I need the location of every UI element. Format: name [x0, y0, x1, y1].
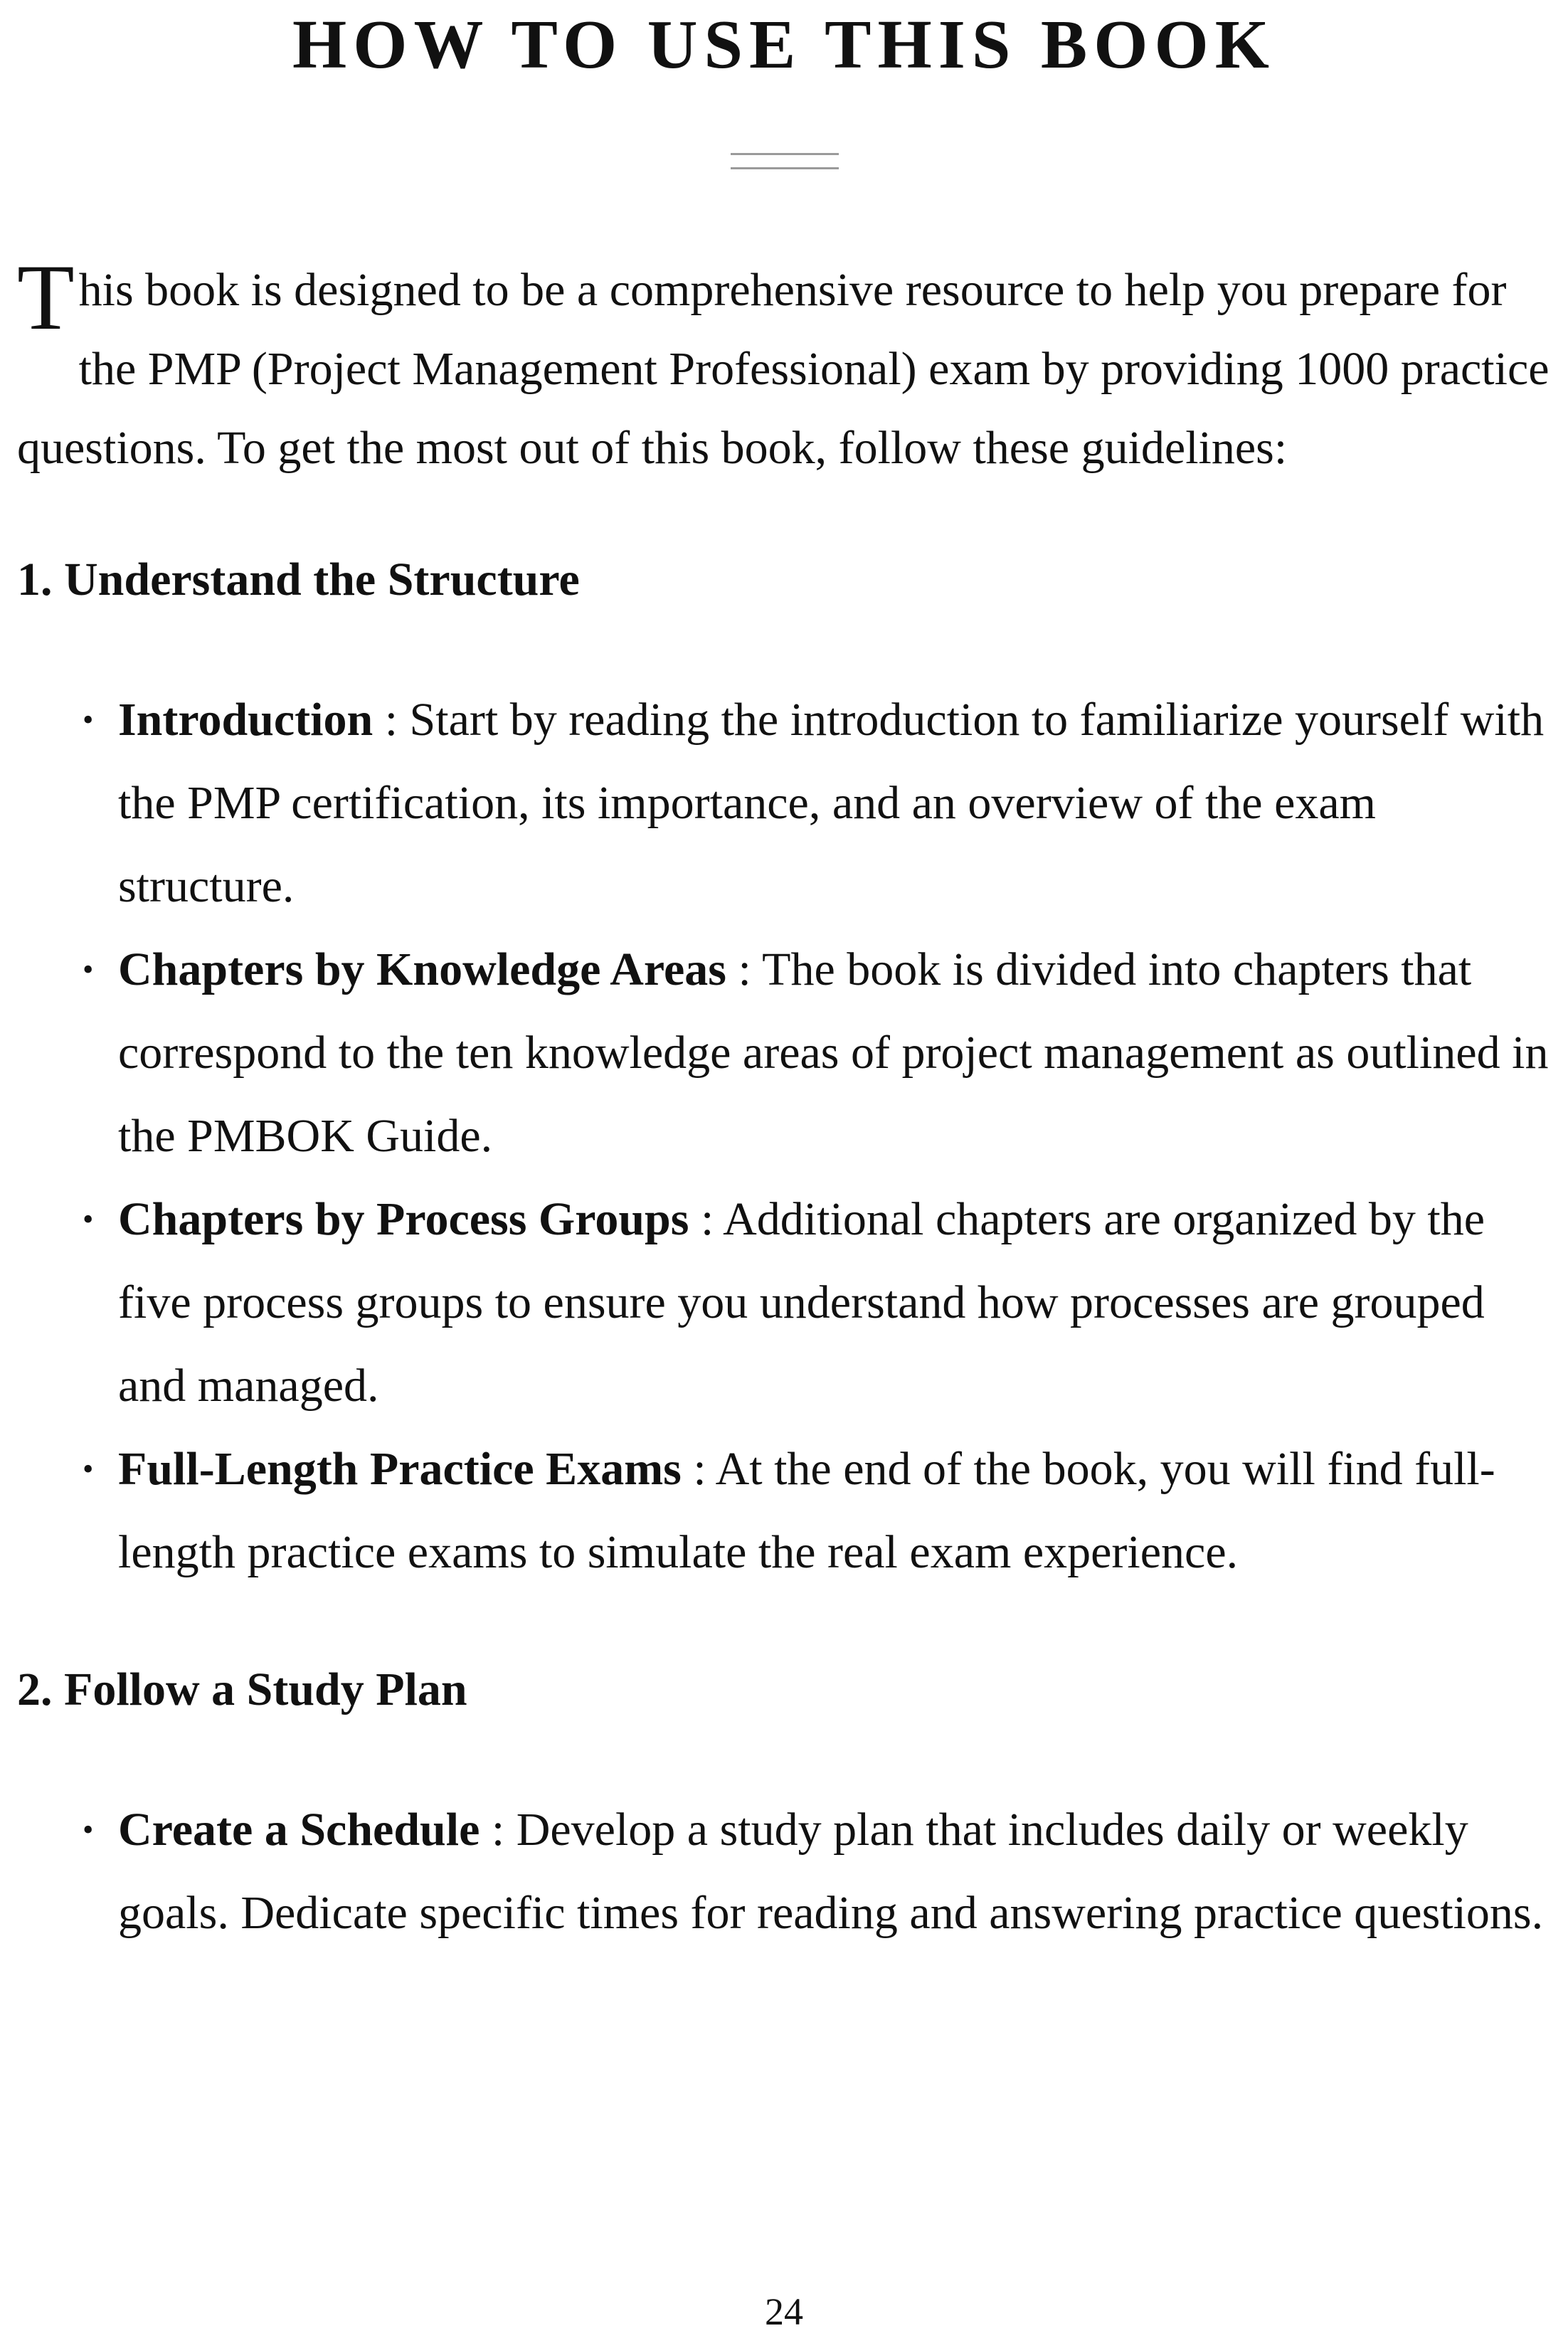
page-title: HOW TO USE THIS BOOK	[292, 6, 1276, 83]
divider-line-top	[731, 153, 839, 155]
list-item-text: : Develop a study plan that includes daily or weekly goals. Dedicate specific times for reading and answering practice questions.	[118, 1804, 1544, 1939]
divider-line-bottom	[731, 167, 839, 169]
intro-paragraph	[17, 245, 1554, 487]
section-heading-structure: 1. Understand the Structure	[17, 554, 580, 605]
intro-text: his book is designed to be a comprehensive resource to help you prepare for the PMP (Project Management Professional) exam by providing 1000 practice questions. To get the most out of this book, follow these guidelines:	[17, 264, 1550, 474]
page-number: 24	[765, 2290, 803, 2333]
list-item	[83, 928, 1555, 1178]
list-item-text: : The book is divided into chapters that correspond to the ten knowledge areas of project management as outlined in the PMBOK Guide.	[118, 943, 1549, 1162]
list-item-term: Chapters by Knowledge Areas	[118, 943, 726, 995]
drop-cap: T	[17, 245, 75, 349]
list-item-term: Introduction	[118, 694, 374, 746]
list-item-text: : Additional chapters are organized by the five process groups to ensure you understand how processes are grouped and managed.	[118, 1193, 1485, 1412]
list-item	[83, 678, 1555, 928]
list-item-term: Create a Schedule	[118, 1804, 480, 1856]
list-item	[83, 1427, 1555, 1594]
section-heading-study-plan: 2. Follow a Study Plan	[17, 1664, 467, 1715]
title-divider-ornament	[731, 153, 839, 173]
list-item	[83, 1788, 1555, 1955]
study-plan-list	[83, 1788, 1555, 1955]
list-item-term: Chapters by Process Groups	[118, 1193, 689, 1245]
bullet-icon: •	[83, 952, 94, 987]
bullet-icon: •	[83, 1202, 94, 1237]
list-item-text: : At the end of the book, you will find full-length practice exams to simulate the real exam experience.	[118, 1443, 1495, 1578]
list-item-term: Full-Length Practice Exams	[118, 1443, 682, 1495]
bullet-icon: •	[83, 1812, 94, 1847]
bullet-icon: •	[83, 702, 94, 737]
list-item-text: : Start by reading the introduction to familiarize yourself with the PMP certification, its importance, and an overview of the exam structure.	[118, 694, 1545, 912]
bullet-icon: •	[83, 1451, 94, 1486]
list-item	[83, 1178, 1555, 1427]
structure-list	[83, 678, 1555, 1594]
